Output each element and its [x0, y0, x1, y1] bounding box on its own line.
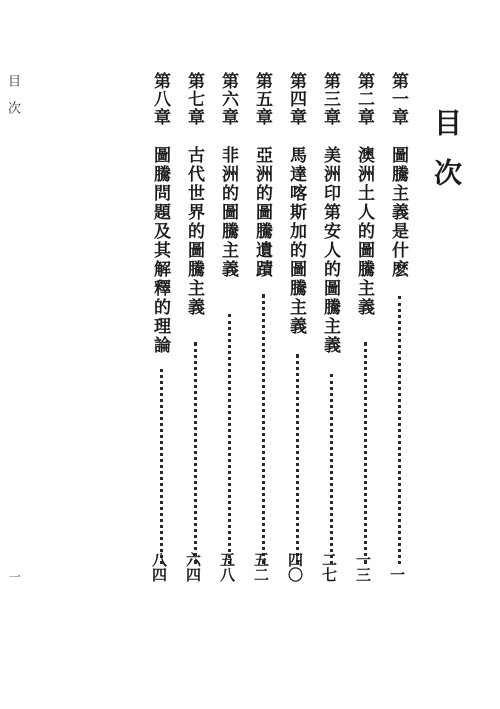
toc-entry: [219, 72, 241, 582]
chapter-number: 第八章: [150, 72, 170, 126]
dot-leader: [262, 294, 265, 564]
toc-entry: [321, 72, 343, 582]
chapter-number: 第七章: [184, 72, 204, 126]
toc-entry: [151, 72, 173, 582]
chapter-title: 澳洲土人的圖騰主義: [354, 146, 374, 317]
dot-leader: [398, 296, 401, 564]
dot-leader: [160, 369, 163, 564]
chapter-title: 圖騰問題及其解釋的理論: [150, 146, 170, 355]
running-head: 目次: [5, 74, 20, 128]
chapter-page: 一: [388, 567, 406, 582]
dot-leader: [296, 354, 299, 564]
chapter-number: 第一章: [388, 72, 408, 126]
chapter-number: 第三章: [320, 72, 340, 126]
toc-entry: [287, 72, 309, 582]
page-number: 一: [9, 570, 22, 584]
dot-leader: [228, 314, 231, 564]
chapter-number: 第五章: [252, 72, 272, 126]
chapter-page: 八四: [150, 552, 168, 582]
chapter-page: 五八: [218, 552, 236, 582]
dot-leader: [364, 342, 367, 564]
chapter-title: 古代世界的圖騰主義: [184, 146, 204, 317]
chapter-number: 第二章: [354, 72, 374, 126]
chapter-page: 二七: [320, 552, 338, 582]
chapter-title: 非洲的圖騰主義: [218, 146, 238, 279]
chapter-number: 第四章: [286, 72, 306, 126]
chapter-page: 六四: [184, 552, 202, 582]
toc-entry: [253, 72, 275, 582]
chapter-page: 四〇: [286, 552, 304, 582]
toc-entry: [355, 72, 377, 582]
toc-entry: [389, 72, 411, 582]
dot-leader: [330, 374, 333, 564]
toc-entry: [185, 72, 207, 582]
chapter-page: 一三: [354, 552, 372, 582]
page-title: 目次: [430, 108, 463, 208]
chapter-page: 五二: [252, 552, 270, 582]
chapter-title: 馬達喀斯加的圖騰主義: [286, 146, 306, 336]
chapter-title: 亞洲的圖騰遺蹟: [252, 146, 272, 279]
chapter-number: 第六章: [218, 72, 238, 126]
chapter-title: 圖騰主義是什麽: [388, 146, 408, 279]
dot-leader: [194, 342, 197, 564]
chapter-title: 美洲印第安人的圖騰主義: [320, 146, 340, 355]
